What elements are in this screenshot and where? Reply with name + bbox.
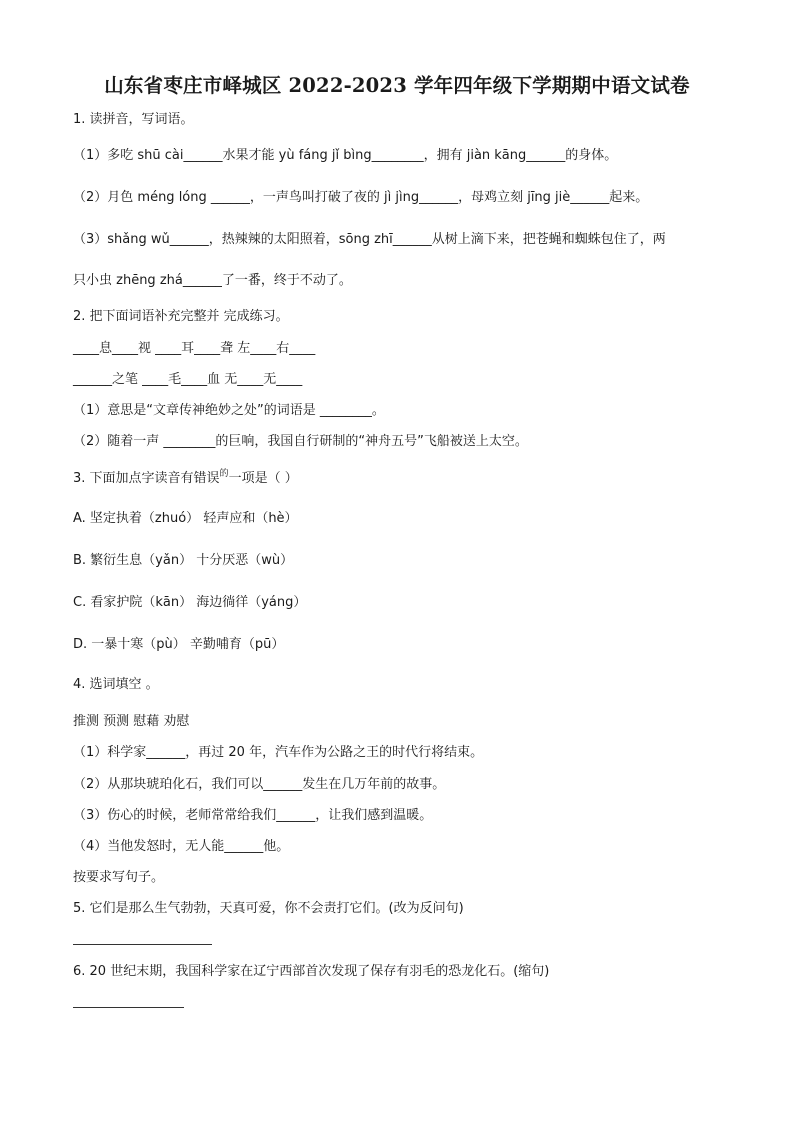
q4-stem: 4. 选词填空 。 (73, 677, 159, 692)
q6-answer-line[interactable] (73, 1007, 184, 1008)
q2-idiom-row-1: ____息____视 ____耳____聋 左____右____ (73, 341, 316, 356)
q3-option-d: D. 一暴十寒（pù） 辛勤哺育（pū） (73, 637, 285, 652)
q3-stem-mark: 的 (219, 469, 229, 479)
q3-stem-text: 3. 下面加点字读音有错误 (73, 471, 220, 486)
q6-stem: 6. 20 世纪末期，我国科学家在辽宁西部首次发现了保存有羽毛的恐龙化石。(缩句) (73, 964, 550, 979)
q2-idiom-row-2: ______之笔 ____毛____血 无____无____ (73, 372, 303, 387)
q5-stem: 5. 它们是那么生气勃勃，天真可爱，你不会责打它们。(改为反问句) (73, 901, 464, 916)
q4-word-bank: 推测 预测 慰藉 劝慰 (73, 714, 190, 729)
q4-sentence-3: （3）伤心的时候，老师常常给我们______，让我们感到温暖。 (73, 808, 433, 823)
section-heading: 按要求写句子。 (73, 870, 165, 885)
q5-answer-line[interactable] (73, 944, 212, 945)
q1-part2: （2）月色 méng lóng ______，一声鸟叫打破了夜的 jì jìng______，母鸡立刻 jīng jiè______起来。 (73, 190, 649, 205)
q4-sentence-2: （2）从那块琥珀化石，我们可以______发生在几万年前的故事。 (73, 777, 446, 792)
q2-stem: 2. 把下面词语补充完整并 完成练习。 (73, 309, 289, 324)
q3-option-c: C. 看家护院（kān） 海边徜徉（yáng） (73, 595, 307, 610)
q2-sub-question-2: （2）随着一声 ________的巨响，我国自行研制的“神舟五号”飞船被送上太空。 (73, 434, 528, 449)
q3-stem (73, 470, 298, 489)
q1-part1: （1）多吃 shū cài______水果才能 yù fáng jǐ bìng________，拥有 jiàn kāng______的身体。 (73, 148, 618, 163)
q1-part3-cont: 只小虫 zhēng zhá______了一番，终于不动了。 (73, 273, 352, 288)
q3-stem-end: 一项是（ ） (228, 471, 298, 486)
exam-title: 山东省枣庄市峄城区 2022-2023 学年四年级下学期期中语文试卷 (104, 74, 690, 97)
q1-stem: 1. 读拼音，写词语。 (73, 112, 194, 127)
q3-option-a: A. 坚定执着（zhuó） 轻声应和（hè） (73, 511, 298, 526)
q3-option-b: B. 繁衍生息（yǎn） 十分厌恶（wù） (73, 553, 294, 568)
q2-sub-question-1: （1）意思是“文章传神绝妙之处”的词语是 ________。 (73, 403, 385, 418)
q1-part3: （3）shǎng wǔ______，热辣辣的太阳照着，sōng zhī______从树上滴下来，把苍蝇和蜘蛛包住了，两 (73, 232, 666, 247)
q4-sentence-1: （1）科学家______，再过 20 年，汽车作为公路之王的时代行将结束。 (73, 745, 484, 760)
q4-sentence-4: （4）当他发怒时，无人能______他。 (73, 839, 290, 854)
